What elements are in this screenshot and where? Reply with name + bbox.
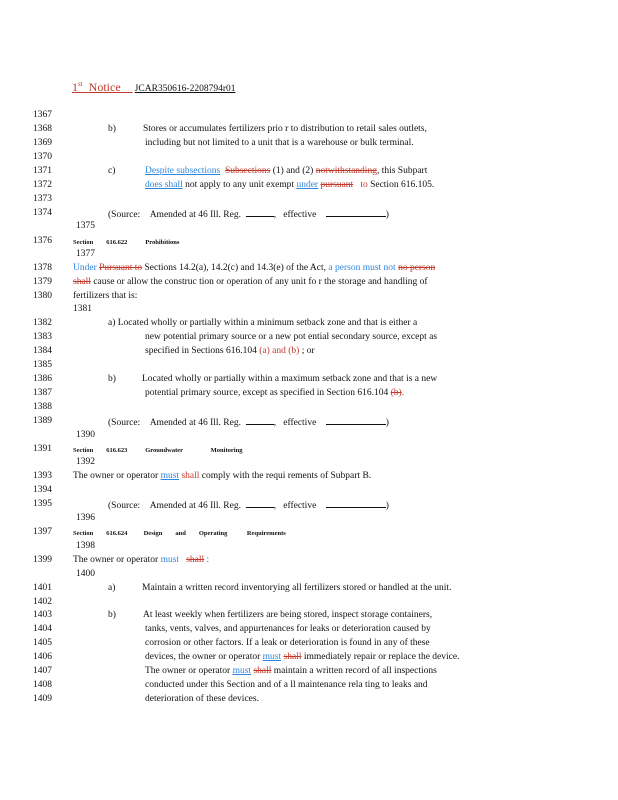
source-note: (Source: Amended at 46 Ill. Reg. , effective ) <box>108 418 389 428</box>
line-number: 1370 <box>33 152 52 162</box>
line-number: 1387 <box>33 388 52 398</box>
source-note: (Source: Amended at 46 Ill. Reg. , effective ) <box>108 501 389 511</box>
line-number: 1374 <box>33 208 52 218</box>
line-number: 1397 <box>33 527 52 537</box>
section-heading: Section 616.622 Prohibitions <box>73 239 180 246</box>
body-text: corrosion or other factors. If a leak or deterioration is found in any of these <box>145 638 430 648</box>
line-number: 1395 <box>33 499 52 509</box>
body-text: Under Pursuant to Sections 14.2(a), 14.2(c) and 14.3(e) of the Act, a person must not no person <box>73 263 436 273</box>
line-number: 1388 <box>33 402 52 412</box>
line-number: 1386 <box>33 374 52 384</box>
line-number: 1389 <box>33 416 52 426</box>
body-text: Maintain a written record inventorying all fertilizers stored or handled at the unit. <box>142 583 452 593</box>
item-label: b) <box>108 374 116 384</box>
line-number: 1402 <box>33 597 52 607</box>
line-number: 1405 <box>33 638 52 648</box>
line-number: 1373 <box>33 194 52 204</box>
item-label: b) <box>108 610 116 620</box>
document-id: JCAR350616-2208794r01 <box>134 84 236 94</box>
body-text: does shall not apply to any unit exempt under pursuant to Section 616.105. <box>145 180 435 190</box>
body-text: fertilizers that is: <box>73 291 138 301</box>
line-number: 1394 <box>33 485 52 495</box>
inline-line-number: 1381 <box>73 304 92 314</box>
notice-label: 1st Notice <box>72 80 121 94</box>
line-number: 1385 <box>33 360 52 370</box>
line-number: 1403 <box>33 610 52 620</box>
line-number: 1368 <box>33 124 52 134</box>
line-number: 1384 <box>33 346 52 356</box>
line-number: 1401 <box>33 583 52 593</box>
body-text: a) Located wholly or partially within a minimum setback zone and that is either a <box>108 318 418 328</box>
line-number: 1404 <box>33 624 52 634</box>
body-text: devices, the owner or operator must shall immediately repair or replace the device. <box>145 652 460 662</box>
inline-line-number: 1390 <box>76 430 95 440</box>
line-number: 1382 <box>33 318 52 328</box>
line-number: 1369 <box>33 138 52 148</box>
body-text: deterioration of these devices. <box>145 694 259 704</box>
line-number: 1393 <box>33 471 52 481</box>
line-number: 1406 <box>33 652 52 662</box>
inline-line-number: 1396 <box>76 513 95 523</box>
inline-line-number: 1375 <box>76 221 95 231</box>
body-text: Stores or accumulates fertilizers prio r to distribution to retail sales outlets, <box>143 124 427 134</box>
inline-line-number: 1400 <box>76 569 95 579</box>
inline-line-number: 1377 <box>76 249 95 259</box>
inline-line-number: 1398 <box>76 541 95 551</box>
body-text: tanks, vents, valves, and appurtenances for leaks or deterioration caused by <box>145 624 431 634</box>
line-number: 1407 <box>33 666 52 676</box>
line-number: 1376 <box>33 236 52 246</box>
body-text: specified in Sections 616.104 (a) and (b) ; or <box>145 346 315 356</box>
inline-line-number: 1392 <box>76 457 95 467</box>
item-label: a) <box>108 583 116 593</box>
line-number: 1371 <box>33 166 52 176</box>
body-text: conducted under this Section and of a ll maintenance rela ting to leaks and <box>145 680 428 690</box>
section-heading: Section 616.624 Design and Operating Requirements <box>73 530 286 537</box>
section-heading: Section 616.623 Groundwater Monitoring <box>73 447 243 454</box>
item-label: c) <box>108 166 116 176</box>
line-number: 1399 <box>33 555 52 565</box>
line-number: 1409 <box>33 694 52 704</box>
source-note: (Source: Amended at 46 Ill. Reg. , effective ) <box>108 210 389 220</box>
line-number: 1372 <box>33 180 52 190</box>
item-label: b) <box>108 124 116 134</box>
body-text: Despite subsections Subsections (1) and (2) notwithstanding, this Subpart <box>145 166 428 176</box>
notice-header <box>72 80 235 95</box>
line-number: 1391 <box>33 444 52 454</box>
body-text: new potential primary source or a new pot ential secondary source, except as <box>145 332 438 342</box>
body-text: The owner or operator must shall comply with the requi rements of Subpart B. <box>73 471 372 481</box>
body-text: shall cause or allow the construc tion or operation of any unit fo r the storage and handling of <box>73 277 428 287</box>
body-text: The owner or operator must shall maintain a written record of all inspections <box>145 666 437 676</box>
line-number: 1380 <box>33 291 52 301</box>
line-number: 1367 <box>33 110 52 120</box>
body-text: The owner or operator must shall : <box>73 555 210 565</box>
body-text: including but not limited to a unit that is a warehouse or bulk terminal. <box>145 138 414 148</box>
line-number: 1383 <box>33 332 52 342</box>
line-number: 1378 <box>33 263 52 273</box>
line-number: 1379 <box>33 277 52 287</box>
body-text: Located wholly or partially within a maximum setback zone and that is a new <box>142 374 438 384</box>
line-number: 1408 <box>33 680 52 690</box>
body-text: At least weekly when fertilizers are being stored, inspect storage containers, <box>143 610 433 620</box>
body-text: potential primary source, except as specified in Section 616.104 (b). <box>145 388 405 398</box>
